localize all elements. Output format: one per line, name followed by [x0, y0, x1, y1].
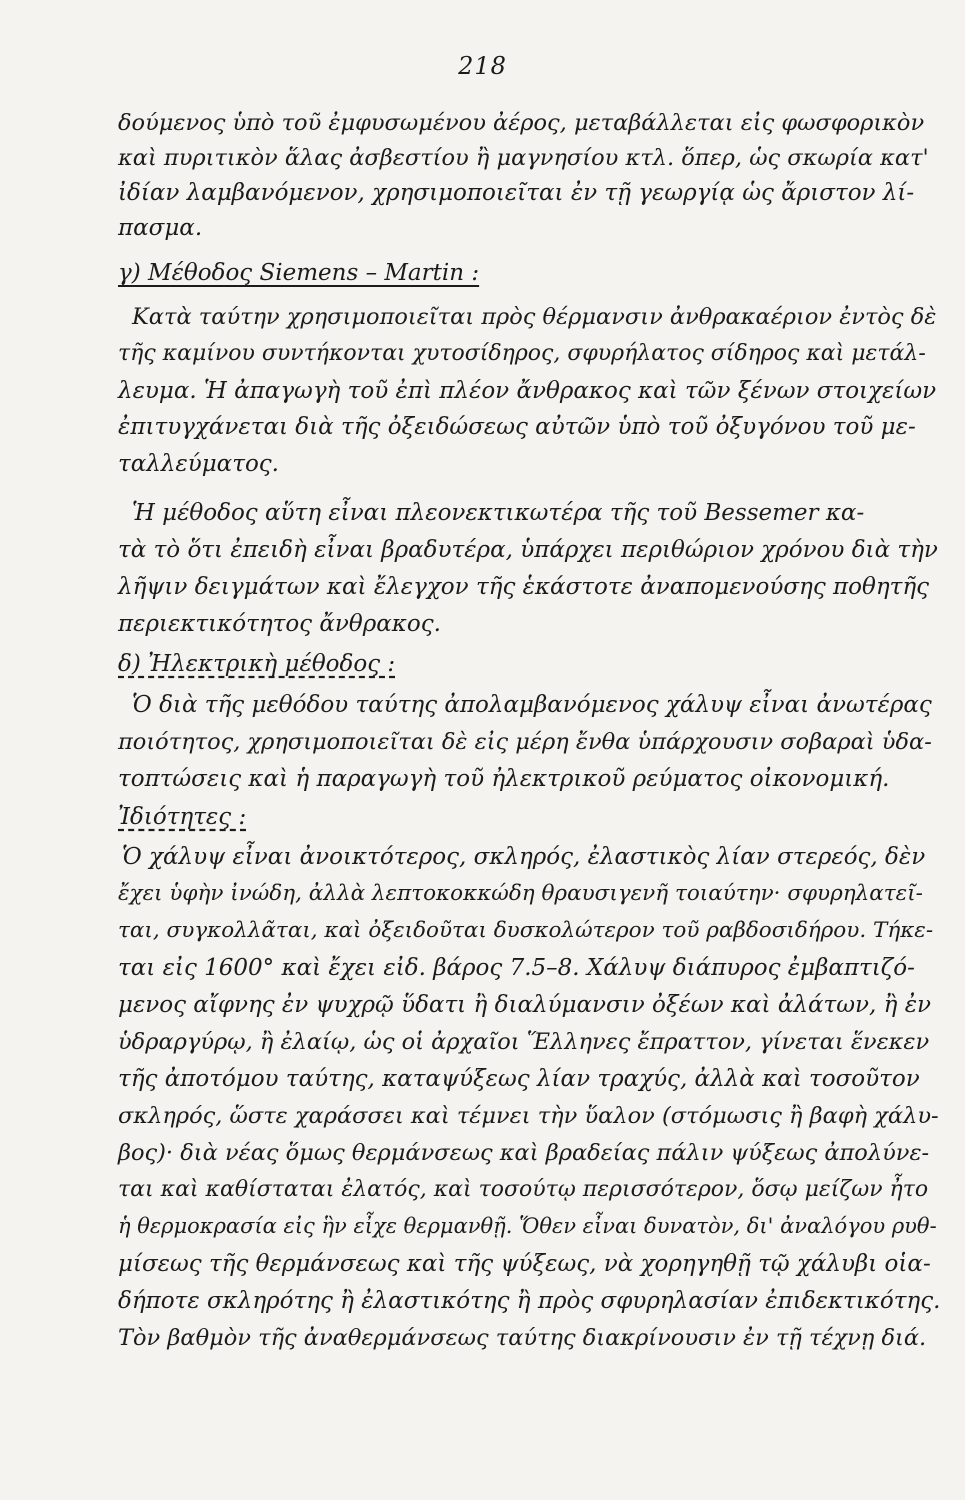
text-line: τῆς καμίνου συντήκονται χυτοσίδηρος, σφυρήλατος σίδηρος καὶ μετάλ-	[118, 341, 926, 366]
text-line: λευμα. Ἡ ἀπαγωγὴ τοῦ ἐπὶ πλέον ἄνθρακος καὶ τῶν ξένων στοιχείων	[118, 378, 937, 404]
text-line: τὰ τὸ ὅτι ἐπειδὴ εἶναι βραδυτέρα, ὑπάρχει περιθώριον χρόνου διὰ τὴν	[118, 537, 938, 563]
page-number: 218	[458, 52, 507, 80]
text-line: περιεκτικότητος ἄνθρακος.	[118, 611, 441, 637]
text-line: ταλλεύματος.	[118, 451, 279, 477]
text-line: λῆψιν δειγμάτων καὶ ἔλεγχον τῆς ἑκάστοτε ἀναπομενούσης ποθητῆς	[118, 574, 929, 600]
text-line: καὶ πυριτικὸν ἅλας ἀσβεστίου ἢ μαγνησίου κτλ. ὅπερ, ὡς σκωρία κατ'	[118, 145, 929, 171]
text-line: ται, συγκολλᾶται, καὶ ὀξειδοῦται δυσκολώτερον τοῦ ραβδοσιδήρου. Τήκε-	[118, 918, 934, 943]
section-heading-properties: Ἰδιότητες :	[118, 804, 247, 830]
text-line: ἡ θερμοκρασία εἰς ἣν εἶχε θερμανθῇ. Ὅθεν εἶναι δυνατὸν, δι' ἀναλόγου ρυθ-	[118, 1214, 937, 1238]
text-line: ποιότητος, χρησιμοποιεῖται δὲ εἰς μέρη ἔνθα ὑπάρχουσιν σοβαραὶ ὑδα-	[118, 729, 932, 755]
text-line: πασμα.	[118, 215, 203, 241]
text-line: ται καὶ καθίσταται ἐλατός, καὶ τοσούτῳ περισσότερον, ὅσῳ μείζων ἦτο	[118, 1177, 929, 1202]
text-line: δήποτε σκληρότης ἢ ἐλαστικότης ἢ πρὸς σφυρηλασίαν ἐπιδεκτικότης.	[118, 1288, 941, 1314]
text-line: Ἡ μέθοδος αὕτη εἶναι πλεονεκτικωτέρα τῆς τοῦ Bessemer κα-	[132, 500, 865, 526]
text-line: σκληρός, ὥστε χαράσσει καὶ τέμνει τὴν ὕαλον (στόμωσις ἢ βαφὴ χάλυ-	[118, 1103, 939, 1129]
section-heading-siemens-martin: γ) Μέθοδος Siemens – Martin :	[118, 260, 480, 286]
text-line: τοπτώσεις καὶ ἡ παραγωγὴ τοῦ ἠλεκτρικοῦ ρεύματος οἰκονομική.	[118, 766, 890, 792]
text-line: μενος αἴφνης ἐν ψυχρῷ ὕδατι ἢ διαλύμανσιν ὀξέων καὶ ἀλάτων, ἢ ἐν	[118, 992, 932, 1018]
text-line: Ὁ χάλυψ εἶναι ἀνοικτότερος, σκληρός, ἐλαστικὸς λίαν στερεός, δὲν	[122, 844, 926, 870]
text-line: ται εἰς 1600° καὶ ἔχει εἰδ. βάρος 7.5–8. Χάλυψ διάπυρος ἐμβαπτιζό-	[118, 955, 915, 981]
text-line: βος)· διὰ νέας ὅμως θερμάνσεως καὶ βραδείας πάλιν ψύξεως ἀπολύνε-	[118, 1140, 930, 1166]
text-line: δούμενος ὑπὸ τοῦ ἐμφυσωμένου ἀέρος, μεταβάλλεται εἰς φωσφορικὸν	[118, 110, 925, 136]
text-line: ἐπιτυγχάνεται διὰ τῆς ὀξειδώσεως αὐτῶν ὑπὸ τοῦ ὀξυγόνου τοῦ με-	[118, 414, 916, 440]
text-line: Κατὰ ταύτην χρησιμοποιεῖται πρὸς θέρμανσιν ἀνθρακαέριον ἐντὸς δὲ	[132, 304, 937, 330]
text-line: Τὸν βαθμὸν τῆς ἀναθερμάνσεως ταύτης διακρίνουσιν ἐν τῇ τέχνῃ διά.	[118, 1325, 927, 1351]
text-line: Ὁ διὰ τῆς μεθόδου ταύτης ἀπολαμβανόμενος χάλυψ εἶναι ἀνωτέρας	[132, 692, 932, 718]
text-line: τῆς ἀποτόμου ταύτης, καταψύξεως λίαν τραχύς, ἀλλὰ καὶ τοσοῦτον	[118, 1066, 920, 1092]
text-line: ἰδίαν λαμβανόμενον, χρησιμοποιεῖται ἐν τῇ γεωργίᾳ ὡς ἄριστον λί-	[118, 180, 915, 206]
text-line: ὑδραργύρῳ, ἢ ἐλαίῳ, ὡς οἱ ἀρχαῖοι Ἕλληνες ἔπραττον, γίνεται ἕνεκεν	[118, 1029, 930, 1055]
section-heading-electric-method: δ) Ἠλεκτρικὴ μέθοδος :	[118, 651, 396, 677]
text-line: ἔχει ὑφὴν ἰνώδη, ἀλλὰ λεπτοκοκκώδη θραυσιγενῆ τοιαύτην· σφυρηλατεῖ-	[118, 881, 923, 906]
text-line: μίσεως τῆς θερμάνσεως καὶ τῆς ψύξεως, νὰ χορηγηθῇ τῷ χάλυβι οἱα-	[118, 1251, 931, 1277]
